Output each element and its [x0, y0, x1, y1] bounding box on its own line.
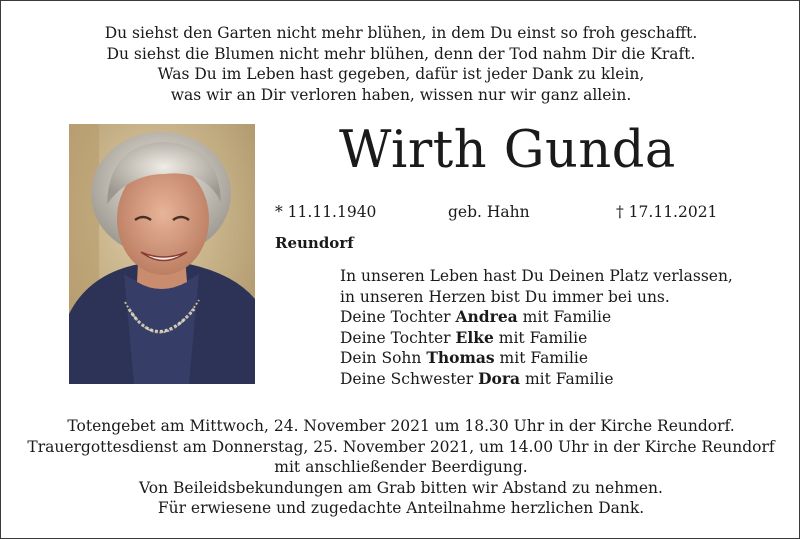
family-member	[340, 348, 733, 369]
portrait-photo	[69, 124, 255, 384]
footer-line: Für erwiesene und zugedachte Anteilnahme herzlichen Dank.	[157, 499, 645, 518]
family-block	[340, 266, 733, 390]
member-name: Elke	[455, 327, 494, 347]
member-suffix: mit Familie	[520, 369, 614, 388]
member-name: Andrea	[455, 307, 518, 327]
poem	[1, 23, 800, 105]
poem-line: Was Du im Leben hast gegeben, dafür ist jeder Dank zu klein,	[157, 65, 645, 83]
member-name: Dora	[478, 368, 521, 388]
deceased-name: Wirth Gunda	[339, 121, 676, 180]
relation: Deine Tochter	[340, 328, 456, 347]
poem-line: Du siehst den Garten nicht mehr blühen, in dem Du einst so froh geschafft.	[104, 24, 698, 42]
family-member	[340, 328, 733, 349]
relation: Dein Sohn	[340, 349, 427, 368]
family-member	[340, 307, 733, 328]
poem-line: was wir an Dir verloren haben, wissen nur wir ganz allein.	[170, 85, 632, 104]
member-suffix: mit Familie	[493, 328, 588, 347]
footer-line: mit anschließender Beerdigung.	[274, 458, 528, 477]
family-intro-line: In unseren Leben hast Du Deinen Platz verlassen,	[340, 267, 733, 285]
family-intro-line: in unseren Herzen bist Du immer bei uns.	[340, 287, 670, 306]
service-details	[1, 416, 800, 519]
poem-line: Du siehst die Blumen nicht mehr blühen, denn der Tod nahm Dir die Kraft.	[106, 44, 696, 63]
place-name: Reundorf	[275, 234, 354, 252]
family-member	[340, 369, 733, 390]
member-suffix: mit Familie	[517, 308, 612, 327]
footer-line: Von Beileidsbekundungen am Grab bitten wir Abstand zu nehmen.	[139, 478, 663, 497]
footer-line: Totengebet am Mittwoch, 24. November 2021 um 18.30 Uhr in der Kirche Reundorf.	[67, 417, 735, 435]
death-date: † 17.11.2021	[616, 203, 718, 221]
maiden-name: geb. Hahn	[448, 203, 530, 221]
birth-date: * 11.11.1940	[275, 203, 377, 221]
member-suffix: mit Familie	[494, 349, 589, 368]
relation: Deine Schwester	[340, 369, 479, 388]
footer-line: Trauergottesdienst am Donnerstag, 25. November 2021, um 14.00 Uhr in der Kirche Reundorf	[27, 437, 775, 456]
relation: Deine Tochter	[340, 308, 456, 327]
member-name: Thomas	[426, 348, 495, 368]
